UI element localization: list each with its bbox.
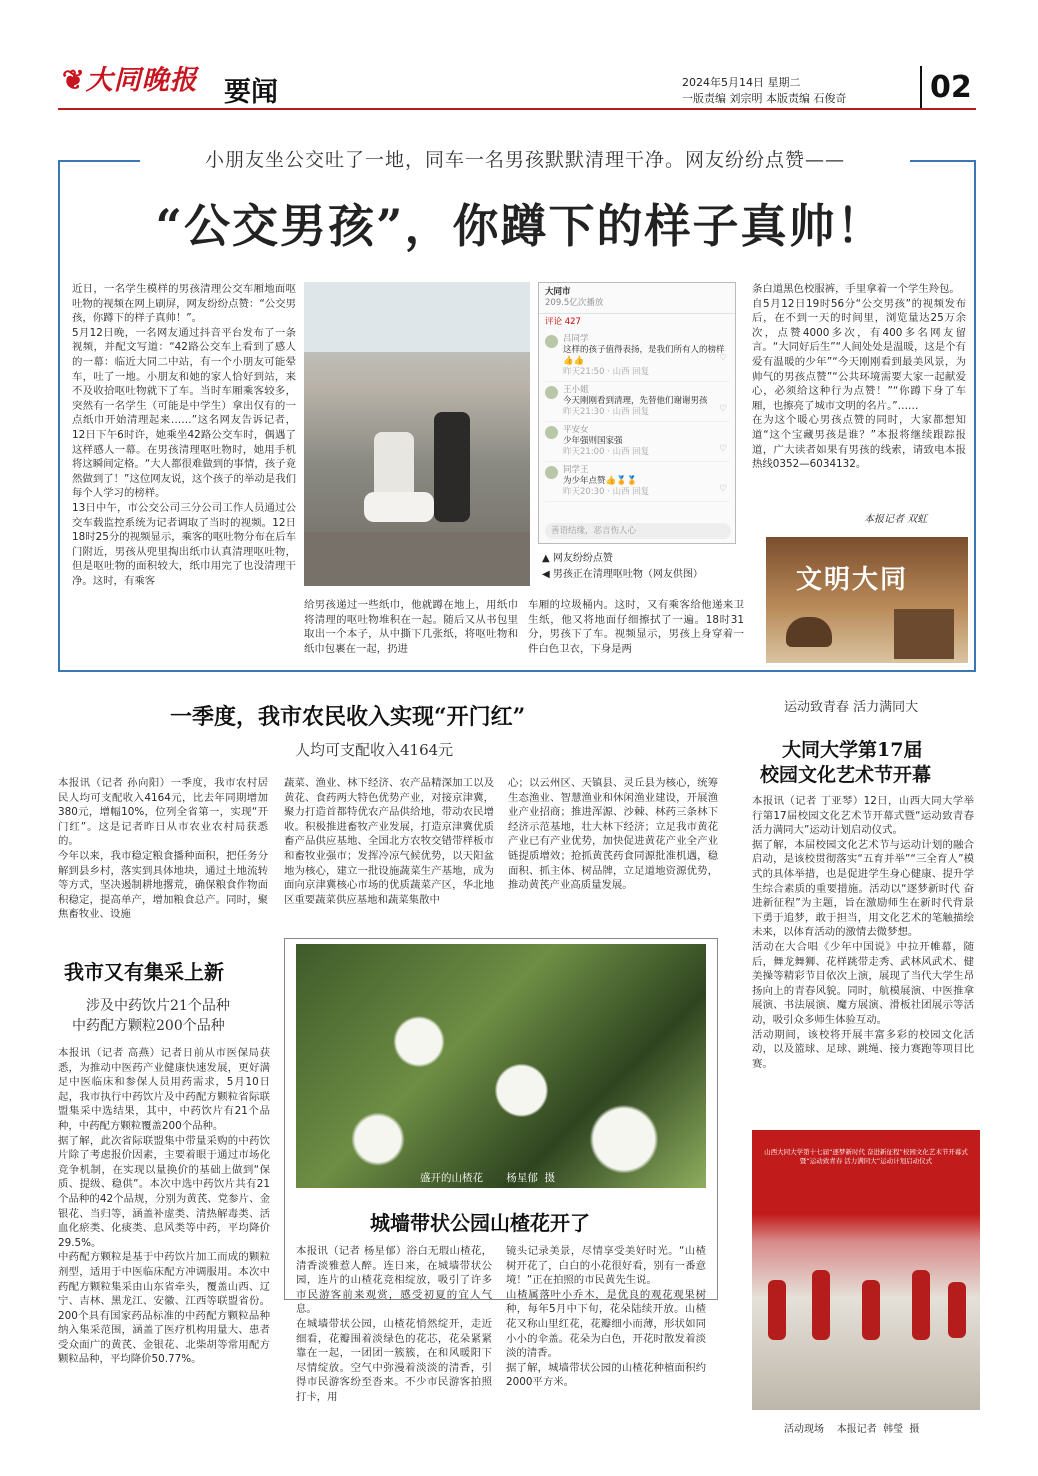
avatar[interactable] [545, 386, 558, 399]
hawthorn-caption: 盛开的山楂花 杨星郁 摄 [420, 1172, 556, 1184]
like-heart-icon[interactable]: ♡ [719, 404, 727, 414]
like-heart-icon[interactable]: ♡ [719, 353, 727, 363]
comment-user: 平安女 [563, 425, 589, 435]
comment-user: 吕同学 [563, 334, 589, 344]
caption-comments: ▲ 网友纷纷点赞 [542, 553, 613, 564]
culture-headline-2: 校园文化艺术节开幕 [760, 764, 932, 786]
farm-column-1: 本报讯（记者 孙向阳）一季度，我市农村居民人均可支配收入4164元，比去年同期增加380元，增幅10%，位列全省第一，实现“开门红”。这是记者昨日从市农业农村局获悉的。 今年以来，我市稳定粮食播种面积，把任务分解到县乡村，落实到具体地块，通过土地流转等方式，坚决遏制耕地撂荒，确保粮食作物面积稳定，提高单产，增加粮食总产。同时，聚焦畜牧业、设施 [58, 777, 268, 921]
farm-column-2: 蔬菜、渔业、林下经济、农产品精深加工以及黄花、食药两大特色优势产业，对接京津冀，聚力打造首都特优农产品供给地，带动农民增收。积极推进畜牧产业发展，打造京津冀优质畜产品供应基地、全国北方农牧交错带样板市和畜牧业强市；发挥冷凉气候优势，以天阳盆地为核心，建立一批设施蔬菜生产基地，成为面向京津冀核心市场的优质蔬菜产区，华北地区重要蔬菜供应基地和蔬菜集散中 [284, 777, 494, 906]
comment-meta: 昨天21:30 · 山西 回复 [563, 407, 650, 417]
comment-text: 这样的孩子值得表扬，是我们所有人的榜样👍👍 [563, 345, 725, 366]
lead-bottom-1: 给男孩递过一些纸巾，他就蹲在地上，用纸巾将清理的呕吐物堆积在一起。随后又从书包里取出一个本子，从中撕下几张纸，将呕吐物和纸巾包裹在一起，扔进 [304, 599, 518, 655]
comment-item [545, 382, 729, 422]
date-editors [682, 75, 847, 107]
comment-user: 同学王 [563, 465, 589, 475]
herb-subhead-1: 涉及中药饮片21个品种 [86, 998, 230, 1014]
editors-line: 一版责编 刘宗明 本版责编 石俊奇 [682, 92, 847, 105]
logo-text: 大同晚报 [85, 65, 198, 96]
culture-caption: 活动现场 本报记者 韩瑩 摄 [784, 1424, 920, 1435]
lead-byline: 本报记者 双虹 [864, 514, 928, 525]
comment-item [545, 331, 729, 382]
account-title: 大同市 [545, 287, 571, 297]
logo-flame-icon: ❦ [62, 65, 86, 96]
avatar[interactable] [545, 335, 558, 348]
lead-kicker: 小朋友坐公交吐了一地，同车一名男孩默默清理干净。网友纷纷点赞—— [140, 145, 910, 172]
like-heart-icon[interactable]: ♡ [719, 444, 727, 454]
city-tower-icon [894, 609, 954, 659]
newspaper-logo [62, 58, 212, 98]
herb-subhead-2: 中药配方颗粒200个品种 [72, 1018, 225, 1034]
culture-headline-1: 大同大学第17届 [782, 739, 923, 761]
comments-count: 评论 427 [545, 317, 581, 327]
comment-text: 少年强则国家强 [563, 436, 623, 446]
event-banner: 山西大同大学第十七届“逐梦新时代 奋进新征程”校园文化艺术节开幕式暨“运动致青春 活力满同大”运动计划启动仪式 [764, 1148, 968, 1165]
comment-text: 为少年点赞👍🏅🏅 [563, 476, 638, 486]
culture-body: 本报讯（记者 丁亚琴）12日，山西大同大学举行第17届校园文化艺术节开幕式暨“运动致青春 活力满同大”运动计划启动仪式。 据了解，本届校园文化艺术节与运动计划的融合启动，是该校贯彻落实“五育并举”“三全育人”模式的具体举措，也是促进学生身心健康、提升学生综合素质的重要措施。活动以“逐梦新时代 奋进新征程”为主题，旨在激励师生在新时代背景下勇于追梦，敢于担当，用文化艺术的笔触描绘未来，以体育活动的激情去微梦想。 活动在大合唱《少年中国说》中拉开帷幕，随后，舞龙舞狮、花样跳带走秀、武林风武术、健美操等精彩节目依次上演，展现了当代大学生昂扬向上的青春风貌。同时，航模展演、中医推拿展演、书法展演、魔方展演、滑板社团展示等活动，吸引众多师生体验互动。 活动期间，该校将开展丰富多彩的校园文化活动，以及篮球、足球、跳绳、接力赛跑等项目比赛。 [752, 795, 974, 1070]
hawthorn-column-2: 镜头记录美景，尽情享受美好时光。“山楂树开花了，白白的小花很好看，别有一番意境！”正在拍照的市民黄先生说。 山楂属落叶小乔木，是优良的观花观果树种，每年5月中下旬，花朵陆续开放。山楂花又称山里红花，花瓣细小而薄，形状如同小小的伞盖。花朵为白色，开花时散发着淡淡的清香。 据了解，城墙带状公园的山楂花种植面积约2000平方米。 [506, 1245, 706, 1389]
lead-bottom-2: 车厢的垃圾桶内。这时，又有乘客给他递来卫生纸，他又将地面仔细擦拭了一遍。18时31分，男孩下了车。视频显示，男孩上身穿着一件白色卫衣，下身是两 [528, 599, 744, 655]
section-title: 要闻 [224, 77, 278, 108]
comments-screenshot [538, 282, 736, 544]
herb-headline: 我市又有集采上新 [64, 960, 224, 984]
hawthorn-photo [296, 944, 706, 1188]
account-subtitle: 209.5亿次播放 [545, 298, 604, 308]
masthead-divider [920, 66, 922, 110]
farm-subhead: 人均可支配收入4164元 [295, 741, 454, 759]
lead-headline: “公交男孩”，你蹲下的样子真帅！ [155, 199, 885, 253]
masthead-rule [58, 108, 976, 110]
farm-column-3: 心；以云州区、天镇县、灵丘县为核心，统筹生态渔业、智慧渔业和休闲渔业建设，开展渔业产业招商；推进浑源、沙棘、林药三条林下经济示范基地，壮大林下经济；立足我市黄花产业已有产业优势，加快促进黄花产业全产业链提质增效；抢抓黄芪药食同源批准机遇，稳面积、抓主体、树品牌，立足道地资源优势，推动黄芪产业高质量发展。 [508, 777, 718, 892]
bus-photo [304, 282, 530, 586]
caption-boy: ◀ 男孩正在清理呕吐物（网友供图） [542, 569, 703, 580]
comment-text: 今天刚刚看到清理，先替他们谢谢男孩 [563, 396, 708, 406]
avatar[interactable] [545, 426, 558, 439]
comment-item [545, 422, 729, 462]
badge-title: 文明大同 [796, 565, 909, 595]
issue-date: 2024年5月14日 星期二 [682, 76, 801, 89]
culture-photo [752, 1130, 980, 1410]
hawthorn-headline: 城墙带状公园山楂花开了 [370, 1211, 590, 1235]
like-heart-icon[interactable]: ♡ [719, 484, 727, 494]
comment-meta: 昨天21:00 · 山西 回复 [563, 447, 650, 457]
lead-column-1: 近日，一名学生模样的男孩清理公交车厢地面呕吐物的视频在网上刷屏，网友纷纷点赞：“公交男孩，你蹲下的样子真帅！”。 5月12日晚，一名网友通过抖音平台发布了一条视频，并配文写道：“42路公交车上看到了感人的一幕：临近大同二中站，有一个小朋友可能晕车，吐了一地。小朋友和她的家人恰好到站，来不及收拾呕吐物就下了车。当时车厢乘客较多，突然有一名学生（可能是中学生）拿出仅有的一点纸巾开始清理起来……”这名网友告诉记者，12日下午6时许，她乘坐42路公交车时，偶遇了这样感人一幕。在男孩清理呕吐物时，她用手机将这瞬间定格。“大人都很难做到的事情，孩子竟然做到了！”这位网友说，这个孩子的举动是我们每个人学习的榜样。 13日中午，市公交公司三分公司工作人员通过公交车载监控系统为记者调取了当时的视频。12日18时25分的视频显示，乘客的呕吐物分布在后车门附近，男孩从兜里掏出纸巾认真清理呕吐物，但是呕吐物的面积较大，纸巾用完了也没清理干净。这时，有乘客 [72, 283, 296, 587]
comment-input[interactable]: 善语结缘，恶言伤人心 [545, 523, 731, 539]
civilization-badge [766, 537, 968, 663]
farm-headline: 一季度，我市农民收入实现“开门红” [170, 704, 526, 730]
comment-item [545, 462, 729, 502]
avatar[interactable] [545, 466, 558, 479]
page-number: 02 [930, 70, 972, 105]
comment-user: 王小姐 [563, 385, 589, 395]
lead-column-4: 条白道黑色校服裤，手里拿着一个学生羚包。 自5月12日19时56分“公交男孩”的视频发布后，在不到一天的时间里，浏览量达25万余次，点赞4000多次，有400多名网友留言。“大同好后生”“人间处处是温暖，这是个有爱有温暖的少年”“今天刚刚看到最美风景，为帅气的男孩点赞”“公共环境需要大家一起献爱心，必须给这种行为点赞！”“你蹲下身了车厢，也擦亮了城市文明的名片。”…… 在为这个暖心男孩点赞的同时，大家都想知道“这个宝藏男孩是谁？”本报将继续跟踪报道，广大读者如果有男孩的线索，请致电本报热线0352—6034132。 [752, 283, 966, 471]
comment-meta: 昨天21:50 · 山西 回复 [563, 367, 650, 377]
hawthorn-column-1: 本报讯（记者 杨星郁）浴白无瑕山楂花，清香淡雅惹人醉。连日来，在城墙带状公园，连片的山楂花竞相绽放，吸引了许多市民游客前来观赏，感受初夏的宜人气息。 在城墙带状公园，山楂花悄然绽开，走近细看，花瓣围着淡绿色的花芯，花朵紧紧靠在一起，一团团一簇簇，在和风暖阳下尽情绽放。空气中弥漫着淡淡的清香，引得市民游客纷至沓来。不少市民游客拍照打卡，用 [296, 1245, 492, 1403]
bronze-ox-icon [786, 617, 832, 647]
comment-meta: 昨天20:30 · 山西 回复 [563, 487, 650, 497]
herb-body: 本报讯（记者 高燕）记者日前从市医保局获悉，为推动中医药产业健康快速发展，更好满足中医临床和参保人员用药需求，5月10日起，我市执行中药饮片及中药配方颗粒省际联盟集采中选结果，其中，中药饮片有21个品种，中药配方颗粒覆盖200个品种。 据了解，此次省际联盟集中带量采购的中药饮片除了考虑报价因素，主要着眼于通过市场化竞争机制，在实现以量换价的基础上做到“保质、提级、稳供”。本次中选中药饮片共有21个品种的42个品规，分别为黄芪、党参片、金银花、当归等，涵盖补虚类、清热解毒类、活血化瘀类、化痰类、息风类等中药，平均降价29.5%。 中药配方颗粒是基于中药饮片加工而成的颗粒剂型，适用于中医临床配方冲调服用。本次中药配方颗粒集采由山东省牵头，覆盖山西、辽宁、吉林、黑龙江、安徽、江西等联盟省份。200个具有国家药品标准的中药配方颗粒品种纳入集采范围，涵盖了医疗机构用量大、患者受众面广的黄芪、金银花、北柴胡等常用配方颗粒品种，平均降价50.77%。 [58, 1047, 270, 1366]
culture-kicker: 运动致青春 活力满同大 [784, 700, 919, 715]
